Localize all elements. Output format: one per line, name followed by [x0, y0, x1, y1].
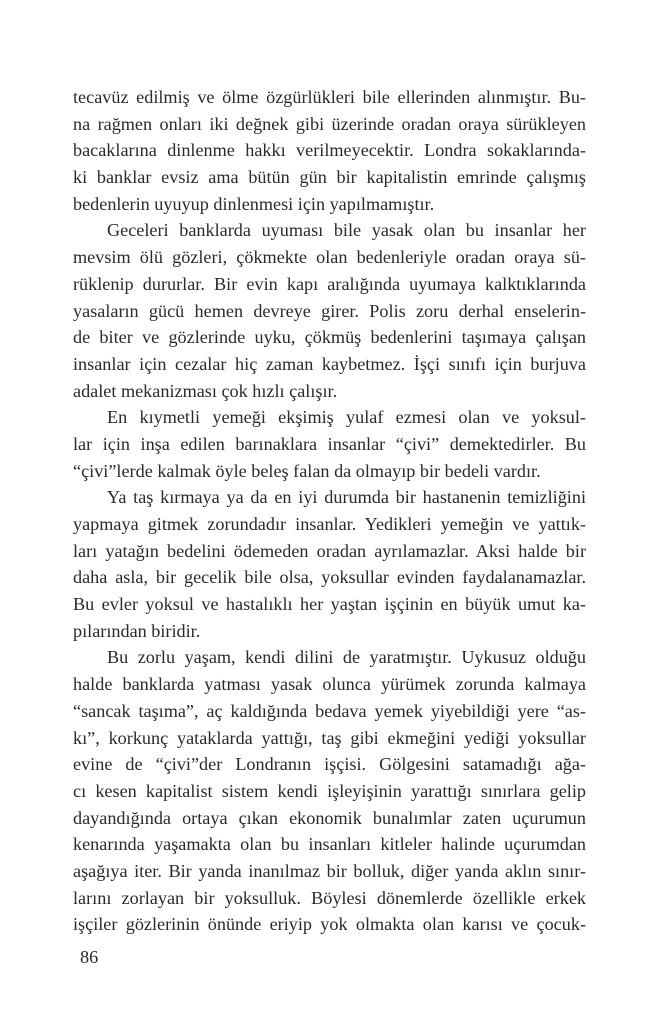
text-line: Bu zorlu yaşam, kendi dilini de yaratmıştır. Uykusuz olduğu [107, 647, 586, 668]
text-line: bedenlerin uyuyup dinlenmesi için yapılmamıştır. [73, 193, 435, 214]
text-line: lar için inşa edilen barınaklara insanlar “çivi” demektedirler. Bu [73, 433, 586, 454]
paragraph-2 [73, 217, 586, 404]
text-line: kenarında yaşamakta olan bu insanları kitleler halinde uçurumdan [73, 834, 586, 855]
text-line: bacaklarına dinlenme hakkı verilmeyecektir. Londra sokaklarında- [73, 140, 586, 161]
paragraph-3 [73, 404, 586, 484]
text-line: işçiler gözlerinin önünde eriyip yok olmakta olan karısı ve çocuk- [73, 914, 586, 935]
text-line: insanlar için cezalar hiç zaman kaybetmez. İşçi sınıfı için burjuva [73, 353, 586, 374]
text-line: adalet mekanizması çok hızlı çalışır. [73, 380, 338, 401]
text-line: “sancak taşıma”, aç kaldığında bedava yemek yiyebildiği yere “as- [73, 700, 586, 721]
text-line: mevsim ölü gözleri, çökmekte olan bedenleriyle oradan oraya sü- [73, 247, 586, 268]
body-text [73, 84, 586, 938]
text-line: rüklenip dururlar. Bir evin kapı aralığında uyumaya kalktıklarında [73, 273, 586, 294]
text-line: Geceleri banklarda uyuması bile yasak olan bu insanlar her [107, 220, 586, 241]
text-line: aşağıya iter. Bir yanda inanılmaz bir bolluk, diğer yanda aklın sınır- [73, 860, 586, 881]
text-line: En kıymetli yemeği ekşimiş yulaf ezmesi olan ve yoksul- [107, 407, 586, 428]
text-line: evine de “çivi”der Londranın işçisi. Gölgesini satamadığı ağa- [73, 754, 586, 775]
paragraph-1 [73, 84, 586, 217]
text-line: cı kesen kapitalist sistem kendi işleyişinin yarattığı sınırlara gelip [73, 780, 586, 801]
text-line: kı”, korkunç yataklarda yattığı, taş gibi ekmeğini yediği yoksullar [73, 727, 586, 748]
text-line: larını zorlayan bir yoksulluk. Böylesi dönemlerde özellikle erkek [73, 887, 586, 908]
text-line: tecavüz edilmiş ve ölme özgürlükleri bile ellerinden alınmıştır. Bu- [73, 87, 586, 107]
text-line: ki banklar evsiz ama bütün gün bir kapitalistin emrinde çalışmış [73, 167, 586, 188]
text-line: Ya taş kırmaya ya da en iyi durumda bir hastanenin temizliğini [107, 487, 586, 508]
page-number: 86 [80, 947, 99, 967]
paragraph-4 [73, 484, 586, 644]
text-line: na rağmen onları iki değnek gibi üzerinde oradan oraya sürükleyen [73, 113, 586, 134]
text-line: daha asla, bir gecelik bile olsa, yoksullar evinden faydalanamazlar. [73, 567, 586, 588]
text-line: Bu evler yoksul ve hastalıklı her yaştan işçinin en büyük umut ka- [73, 594, 586, 615]
text-line: ları yatağın bedelini ödemeden oradan ayrılamazlar. Aksi halde bir [73, 540, 586, 561]
text-line: pılarından biridir. [73, 620, 201, 641]
text-line: yapmaya gitmek zorundadır insanlar. Yedikleri yemeğin ve yattık- [73, 514, 586, 534]
text-line: de biter ve gözlerinde uyku, çökmüş bedenlerini taşımaya çalışan [73, 327, 586, 348]
text-line: yasaların gücü hemen devreye girer. Polis zoru derhal enselerin- [73, 300, 586, 321]
text-line: dayandığında ortaya çıkan ekonomik bunalımlar zaten uçurumun [73, 807, 586, 828]
text-line: “çivi”lerde kalmak öyle beleş falan da olmayıp bir bedeli vardır. [73, 460, 541, 481]
paragraph-5 [73, 644, 586, 938]
text-line: halde banklarda yatması yasak olunca yürümek zorunda kalmaya [73, 674, 586, 695]
